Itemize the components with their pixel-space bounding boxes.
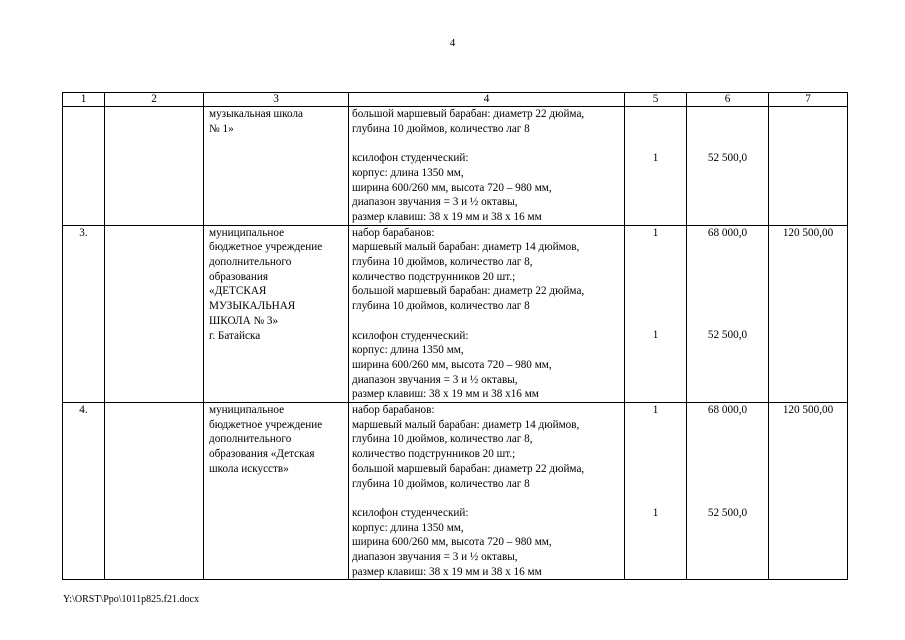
spacer [689, 284, 766, 299]
spacer [627, 476, 684, 491]
page-number: 4 [449, 37, 456, 49]
row-number-cell [63, 403, 105, 580]
equipment-description-cell [349, 107, 625, 226]
spacer [689, 314, 766, 329]
quantity-value: 1 [652, 226, 659, 239]
spacer [627, 491, 684, 506]
column-2-cell [105, 107, 204, 226]
quantity-value: 1 [652, 152, 659, 165]
institution-name-line: школа искусств» [209, 462, 289, 475]
spacer [627, 447, 684, 462]
table-header-row [63, 93, 848, 107]
institution-name-line: ШКОЛА № 3» [209, 314, 279, 327]
price-value [689, 107, 766, 122]
price-cell [687, 225, 769, 402]
equipment-description-cell [349, 225, 625, 402]
column-header: 1 [63, 93, 105, 107]
table-row [63, 403, 848, 580]
total-value: 120 500,00 [782, 404, 834, 417]
equipment-line: глубина 10 дюймов, количество лаг 8 [352, 477, 530, 490]
institution-name-line: № 1» [209, 122, 234, 135]
institution-name-line: «ДЕТСКАЯ [209, 285, 267, 298]
institution-name-line: дополнительного [209, 433, 292, 446]
row-number: 4. [79, 404, 88, 417]
institution-name-line: бюджетное учреждение [209, 418, 323, 431]
institution-name-line: образования [209, 270, 269, 283]
price-value: 52 500,0 [707, 329, 748, 342]
spacer [689, 476, 766, 491]
equipment-line: ксилофон студенческий: [352, 329, 469, 342]
column-header: 2 [105, 93, 204, 107]
spacer [689, 299, 766, 314]
equipment-line: размер клавиш: 38 х 19 мм и 38 х 16 мм [352, 565, 542, 578]
spacer [627, 299, 684, 314]
equipment-line: количество подструнников 20 шт.; [352, 448, 516, 461]
spacer [627, 418, 684, 433]
equipment-line: ширина 600/260 мм, высота 720 – 980 мм, [352, 181, 552, 194]
column-header: 6 [687, 93, 769, 107]
equipment-line: маршевый малый барабан: диаметр 14 дюймов, [352, 241, 580, 254]
quantity-value: 1 [652, 329, 659, 342]
equipment-line: корпус: длина 1350 мм, [352, 521, 464, 534]
total-value: 120 500,00 [782, 226, 834, 239]
equipment-description-cell [349, 403, 625, 580]
price-value: 68 000,0 [707, 226, 748, 239]
equipment-line: глубина 10 дюймов, количество лаг 8 [352, 300, 530, 313]
total-cell [769, 225, 848, 402]
table-row [63, 107, 848, 226]
spacer [689, 255, 766, 270]
spacer [689, 136, 766, 151]
equipment-line: глубина 10 дюймов, количество лаг 8, [352, 433, 533, 446]
spacer [627, 240, 684, 255]
equipment-line: глубина 10 дюймов, количество лаг 8, [352, 256, 533, 269]
price-value: 68 000,0 [707, 404, 748, 417]
spacer [627, 284, 684, 299]
spacer [689, 240, 766, 255]
quantity-cell [625, 225, 687, 402]
price-value: 52 500,0 [707, 152, 748, 165]
equipment-line: диапазон звучания = 3 и ½ октавы, [352, 373, 518, 386]
spacer [352, 136, 622, 151]
column-2-value [107, 226, 201, 241]
equipment-line: ширина 600/260 мм, высота 720 – 980 мм, [352, 358, 552, 371]
institution-name-line: муниципальное [209, 226, 285, 239]
institution-name-cell [204, 403, 349, 580]
institution-name-line: муниципальное [209, 404, 285, 417]
column-header: 4 [349, 93, 625, 107]
spacer [627, 136, 684, 151]
equipment-line: набор барабанов: [352, 404, 435, 417]
equipment-line: большой маршевый барабан: диаметр 22 дюйма, [352, 285, 585, 298]
quantity-cell [625, 107, 687, 226]
spacer [689, 432, 766, 447]
file-path-footer: Y:\ORST\Ppo\1011p825.f21.docx [63, 594, 199, 605]
spacer [627, 314, 684, 329]
quantity-cell [625, 403, 687, 580]
institution-name-line: г. Батайска [209, 329, 261, 342]
column-header: 5 [625, 93, 687, 107]
equipment-line: большой маршевый барабан: диаметр 22 дюйма, [352, 108, 585, 120]
row-number: 3. [79, 226, 88, 239]
equipment-line: набор барабанов: [352, 226, 435, 239]
price-value: 52 500,0 [707, 506, 748, 519]
column-2-cell [105, 225, 204, 402]
spacer [352, 491, 622, 506]
institution-name-cell [204, 225, 349, 402]
spacer [689, 447, 766, 462]
quantity-value: 1 [652, 506, 659, 519]
institution-name-line: бюджетное учреждение [209, 241, 323, 254]
column-2-value [107, 403, 201, 418]
spacer [689, 122, 766, 137]
equipment-line: корпус: длина 1350 мм, [352, 344, 464, 357]
equipment-line: ширина 600/260 мм, высота 720 – 980 мм, [352, 536, 552, 549]
institution-name-line: дополнительного [209, 256, 292, 269]
document-table [62, 92, 848, 580]
spacer [689, 491, 766, 506]
row-number-cell [63, 225, 105, 402]
institution-name-line: образования «Детская [209, 448, 315, 461]
total-value [771, 107, 845, 122]
spacer [689, 270, 766, 285]
equipment-line: диапазон звучания = 3 и ½ октавы, [352, 196, 518, 209]
equipment-line: ксилофон студенческий: [352, 506, 469, 519]
row-number-cell [63, 107, 105, 226]
equipment-line: глубина 10 дюймов, количество лаг 8 [352, 122, 530, 135]
spacer [627, 255, 684, 270]
spacer [352, 314, 622, 329]
quantity-value: 1 [652, 404, 659, 417]
equipment-line: размер клавиш: 38 х 19 мм и 38 х16 мм [352, 388, 539, 401]
equipment-line: корпус: длина 1350 мм, [352, 166, 464, 179]
spacer [627, 122, 684, 137]
equipment-line: количество подструнников 20 шт.; [352, 270, 516, 283]
equipment-line: ксилофон студенческий: [352, 152, 469, 165]
total-cell [769, 107, 848, 226]
spacer [689, 462, 766, 477]
institution-name-line: МУЗЫКАЛЬНАЯ [209, 300, 296, 313]
row-number [65, 107, 102, 122]
column-2-value [107, 107, 201, 122]
spacer [627, 270, 684, 285]
equipment-line: маршевый малый барабан: диаметр 14 дюймов, [352, 418, 580, 431]
spacer [627, 432, 684, 447]
column-header: 3 [204, 93, 349, 107]
quantity-value [627, 107, 684, 122]
equipment-line: большой маршевый барабан: диаметр 22 дюйма, [352, 462, 585, 475]
equipment-line: диапазон звучания = 3 и ½ октавы, [352, 551, 518, 564]
spacer [627, 462, 684, 477]
institution-name-cell [204, 107, 349, 226]
table-row [63, 225, 848, 402]
price-cell [687, 403, 769, 580]
institution-name-line: музыкальная школа [209, 108, 303, 120]
price-cell [687, 107, 769, 226]
total-cell [769, 403, 848, 580]
equipment-line: размер клавиш: 38 х 19 мм и 38 х 16 мм [352, 210, 542, 223]
column-header: 7 [769, 93, 848, 107]
spacer [689, 418, 766, 433]
column-2-cell [105, 403, 204, 580]
